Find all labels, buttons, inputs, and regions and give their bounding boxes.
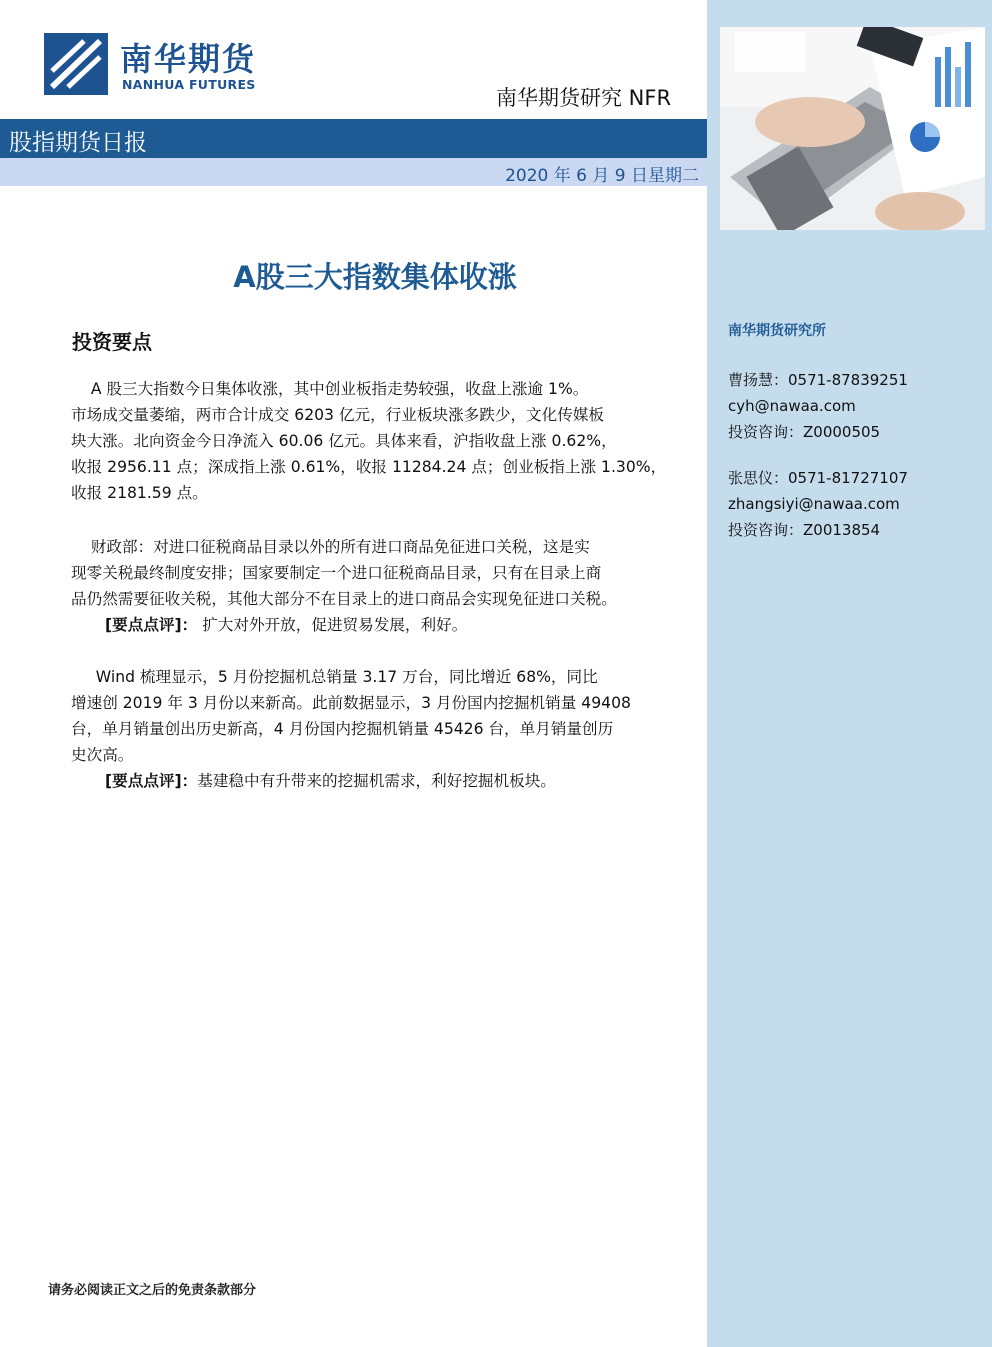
contact-license: 投资咨询：Z0013854	[728, 521, 881, 539]
logo-cn-text: 南华期货	[120, 40, 257, 78]
contact-block-1	[728, 367, 908, 445]
comment-line	[71, 612, 663, 638]
paragraph-tariff	[71, 534, 663, 638]
contact-email[interactable]: zhangsiyi@nawaa.com	[728, 495, 900, 513]
paragraph-line: 块大涨。北向资金今日净流入 60.06 亿元。具体来看，沪指收盘上涨 0.62%，	[71, 432, 617, 450]
paragraph-line: 市场成交量萎缩，两市合计成交 6203 亿元，行业板块涨多跌少，文化传媒板	[71, 406, 605, 424]
contact-name-phone: 曹扬慧：0571-87839251	[728, 371, 908, 389]
paragraph-market	[71, 376, 667, 506]
paragraph-line: 增速创 2019 年 3 月份以来新高。此前数据显示，3 月份国内挖掘机销量 49408	[71, 694, 631, 712]
paragraph-line: 现零关税最终制度安排；国家要制定一个进口征税商品目录，只有在目录上商	[71, 564, 602, 582]
paragraph-line: 史次高。	[71, 746, 134, 764]
contact-email[interactable]: cyh@nawaa.com	[728, 397, 856, 415]
date-bar	[0, 158, 707, 186]
report-title: 股指期货日报	[9, 130, 147, 156]
disclaimer-footer: 请务必阅读正文之后的免责条款部分	[48, 1283, 257, 1298]
section-heading: 投资要点	[72, 330, 152, 354]
report-title-bar	[0, 119, 707, 158]
contact-block-2	[728, 465, 908, 543]
paragraph-line: 收报 2956.11 点；深成指上涨 0.61%，收报 11284.24 点；创业板指上涨 1.30%，	[71, 458, 667, 476]
nanhua-logo-icon	[44, 33, 108, 95]
brand-line: 南华期货研究 NFR	[496, 86, 672, 110]
cover-photo	[720, 27, 985, 230]
comment-label: [要点点评]：	[105, 616, 198, 634]
contact-license: 投资咨询：Z0000505	[728, 423, 881, 441]
headline: A股三大指数集体收涨	[233, 260, 517, 294]
report-date: 2020 年 6 月 9 日星期二	[505, 166, 699, 186]
comment-text: 扩大对外开放，促进贸易发展，利好。	[197, 616, 468, 634]
paragraph-excavator	[71, 664, 663, 794]
paragraph-line: 收报 2181.59 点。	[71, 484, 208, 502]
contact-name-phone: 张思仪：0571-81727107	[728, 469, 908, 487]
paragraph-line: 台，单月销量创出历史新高，4 月份国内挖掘机销量 45426 台，单月销量创历	[71, 720, 614, 738]
paragraph-line: Wind 梳理显示，5 月份挖掘机总销量 3.17 万台，同比增近 68%，同比	[71, 668, 598, 686]
logo-en-text: NANHUA FUTURES	[122, 77, 256, 92]
paragraph-line: 财政部：对进口征税商品目录以外的所有进口商品免征进口关税，这是实	[71, 538, 590, 556]
comment-text: 基建稳中有升带来的挖掘机需求，利好挖掘机板块。	[197, 772, 556, 790]
comment-label: [要点点评]：	[105, 772, 198, 790]
paragraph-line: A 股三大指数今日集体收涨，其中创业板指走势较强，收盘上涨逾 1%。	[71, 380, 589, 398]
paragraph-line: 品仍然需要征收关税，其他大部分不在目录上的进口商品会实现免征进口关税。	[71, 590, 617, 608]
comment-line	[71, 768, 663, 794]
sidebar-org-name: 南华期货研究所	[728, 323, 826, 339]
